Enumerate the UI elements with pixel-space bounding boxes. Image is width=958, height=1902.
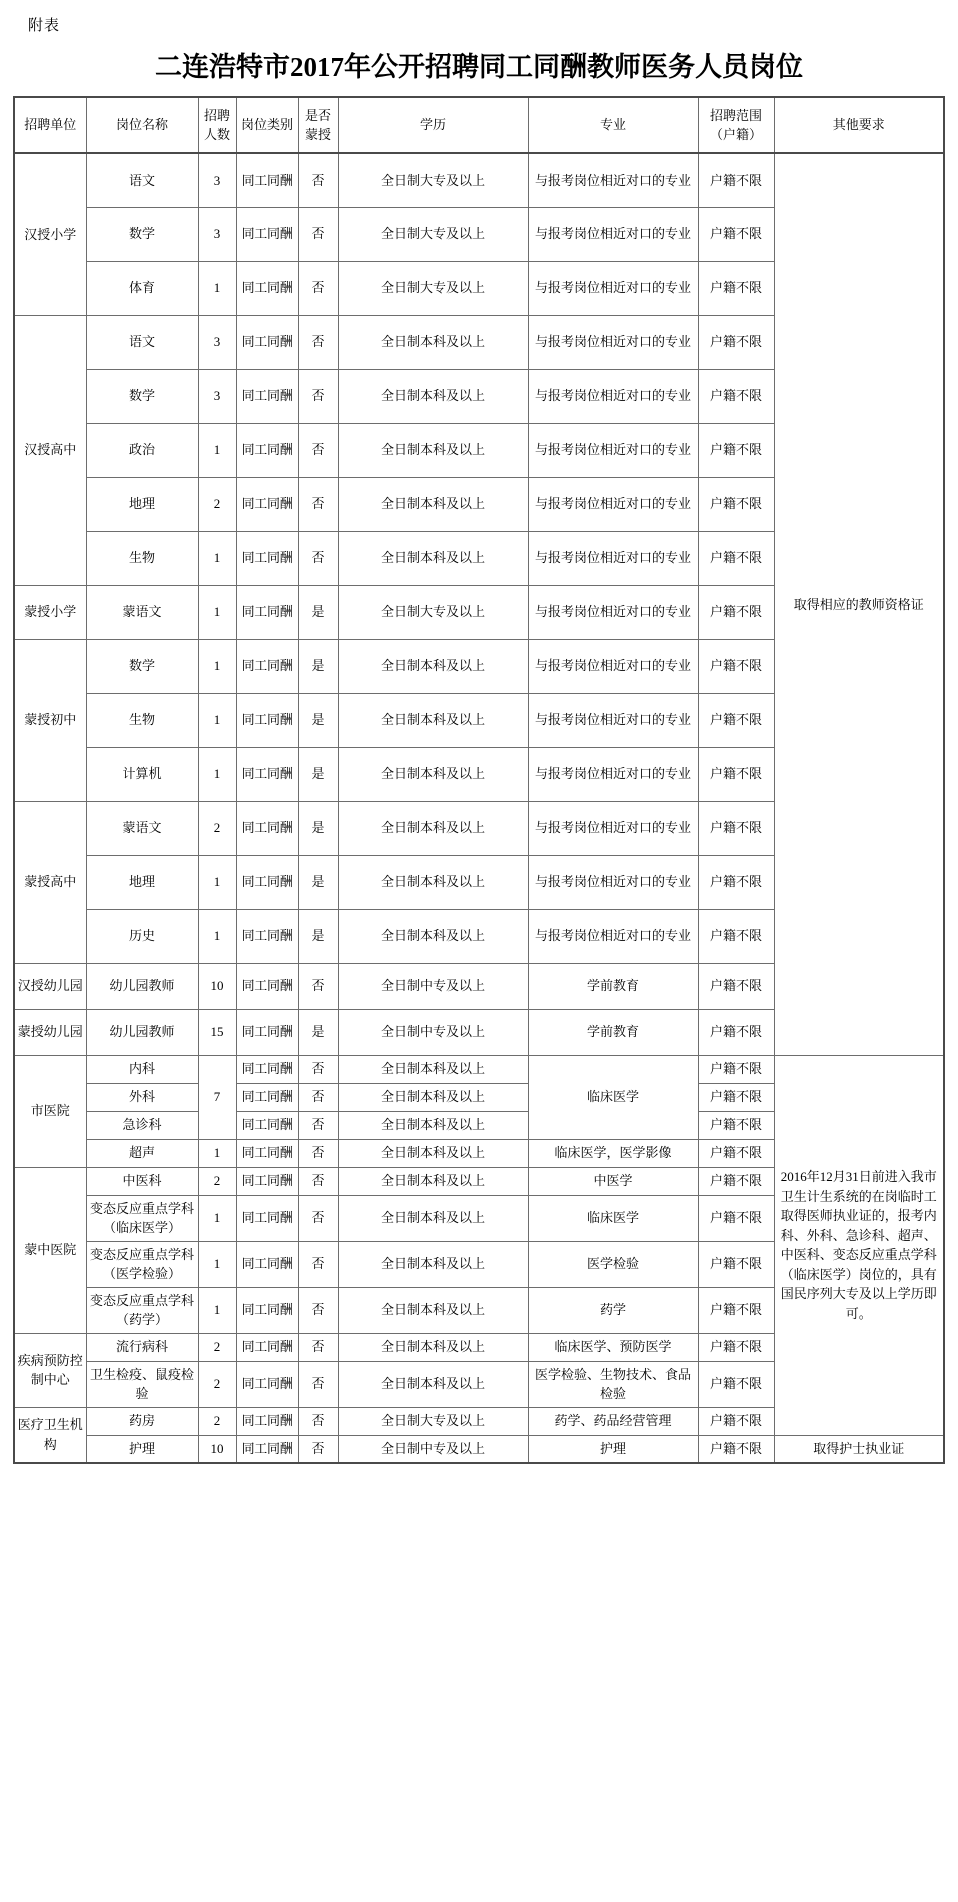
post-education: 全日制本科及以上 — [338, 423, 528, 477]
post-scope: 户籍不限 — [698, 1009, 774, 1055]
post-category: 同工同酬 — [236, 153, 298, 207]
post-education: 全日制本科及以上 — [338, 1055, 528, 1083]
post-number: 1 — [198, 693, 236, 747]
post-scope: 户籍不限 — [698, 963, 774, 1009]
unit-medical-institution: 医疗卫生机构 — [14, 1407, 86, 1463]
post-mengshou: 否 — [298, 315, 338, 369]
post-scope: 户籍不限 — [698, 315, 774, 369]
post-name: 数学 — [86, 369, 198, 423]
post-category: 同工同酬 — [236, 477, 298, 531]
post-name: 蒙语文 — [86, 801, 198, 855]
post-major: 临床医学 — [528, 1055, 698, 1139]
post-category: 同工同酬 — [236, 1287, 298, 1333]
post-education: 全日制中专及以上 — [338, 1435, 528, 1463]
post-mengshou: 否 — [298, 423, 338, 477]
post-number: 3 — [198, 315, 236, 369]
post-number: 1 — [198, 585, 236, 639]
post-name: 护理 — [86, 1435, 198, 1463]
post-name: 幼儿园教师 — [86, 963, 198, 1009]
post-name: 急诊科 — [86, 1111, 198, 1139]
post-scope: 户籍不限 — [698, 855, 774, 909]
post-category: 同工同酬 — [236, 855, 298, 909]
post-scope: 户籍不限 — [698, 1333, 774, 1361]
post-category: 同工同酬 — [236, 801, 298, 855]
post-education: 全日制本科及以上 — [338, 1083, 528, 1111]
post-scope: 户籍不限 — [698, 423, 774, 477]
post-name: 变态反应重点学科（药学） — [86, 1287, 198, 1333]
post-major: 与报考岗位相近对口的专业 — [528, 477, 698, 531]
post-number: 10 — [198, 1435, 236, 1463]
post-category: 同工同酬 — [236, 1139, 298, 1167]
post-number: 3 — [198, 153, 236, 207]
unit-city-hospital: 市医院 — [14, 1055, 86, 1167]
unit-han-primary: 汉授小学 — [14, 153, 86, 315]
post-name: 地理 — [86, 477, 198, 531]
post-name: 地理 — [86, 855, 198, 909]
post-education: 全日制本科及以上 — [338, 801, 528, 855]
post-education: 全日制中专及以上 — [338, 963, 528, 1009]
post-mengshou: 是 — [298, 585, 338, 639]
post-major: 与报考岗位相近对口的专业 — [528, 153, 698, 207]
post-mengshou: 是 — [298, 855, 338, 909]
post-mengshou: 否 — [298, 207, 338, 261]
post-education: 全日制本科及以上 — [338, 855, 528, 909]
post-name: 中医科 — [86, 1167, 198, 1195]
post-name: 超声 — [86, 1139, 198, 1167]
table-row — [14, 1435, 944, 1463]
post-education: 全日制本科及以上 — [338, 1333, 528, 1361]
post-name: 药房 — [86, 1407, 198, 1435]
post-major: 与报考岗位相近对口的专业 — [528, 909, 698, 963]
post-major: 与报考岗位相近对口的专业 — [528, 423, 698, 477]
post-number: 1 — [198, 1287, 236, 1333]
post-mengshou: 是 — [298, 1009, 338, 1055]
post-major: 医学检验 — [528, 1241, 698, 1287]
post-mengshou: 否 — [298, 1055, 338, 1083]
recruitment-positions-table — [13, 96, 945, 1464]
post-education: 全日制本科及以上 — [338, 1195, 528, 1241]
post-category: 同工同酬 — [236, 963, 298, 1009]
post-education: 全日制本科及以上 — [338, 1139, 528, 1167]
post-major: 学前教育 — [528, 963, 698, 1009]
post-major: 药学 — [528, 1287, 698, 1333]
post-education: 全日制本科及以上 — [338, 747, 528, 801]
post-major: 与报考岗位相近对口的专业 — [528, 315, 698, 369]
post-mengshou: 否 — [298, 369, 338, 423]
post-mengshou: 否 — [298, 1361, 338, 1407]
post-education: 全日制本科及以上 — [338, 1241, 528, 1287]
post-number: 1 — [198, 1241, 236, 1287]
post-category: 同工同酬 — [236, 531, 298, 585]
header-education: 学历 — [338, 97, 528, 153]
table-row — [14, 153, 944, 207]
post-category: 同工同酬 — [236, 1009, 298, 1055]
post-category: 同工同酬 — [236, 1333, 298, 1361]
post-education: 全日制本科及以上 — [338, 477, 528, 531]
post-major: 与报考岗位相近对口的专业 — [528, 369, 698, 423]
post-number: 1 — [198, 855, 236, 909]
post-scope: 户籍不限 — [698, 1287, 774, 1333]
post-name: 政治 — [86, 423, 198, 477]
post-category: 同工同酬 — [236, 207, 298, 261]
post-major: 与报考岗位相近对口的专业 — [528, 855, 698, 909]
header-scope: 招聘范围（户籍） — [698, 97, 774, 153]
post-name: 幼儿园教师 — [86, 1009, 198, 1055]
post-name: 变态反应重点学科（医学检验） — [86, 1241, 198, 1287]
post-mengshou: 否 — [298, 261, 338, 315]
other-requirement-medical: 2016年12月31日前进入我市卫生计生系统的在岗临时工取得医师执业证的，报考内科、外科、急诊科、超声、中医科、变态反应重点学科（临床医学）岗位的，具有国民序列大专及以上学历即可。 — [774, 1055, 944, 1435]
post-category: 同工同酬 — [236, 639, 298, 693]
post-name: 历史 — [86, 909, 198, 963]
post-category: 同工同酬 — [236, 1435, 298, 1463]
post-mengshou: 是 — [298, 693, 338, 747]
post-name: 数学 — [86, 639, 198, 693]
table-header-row — [14, 97, 944, 153]
unit-meng-high: 蒙授高中 — [14, 801, 86, 963]
post-name: 计算机 — [86, 747, 198, 801]
post-scope: 户籍不限 — [698, 693, 774, 747]
post-major: 与报考岗位相近对口的专业 — [528, 261, 698, 315]
post-scope: 户籍不限 — [698, 1167, 774, 1195]
post-education: 全日制本科及以上 — [338, 1167, 528, 1195]
post-mengshou: 是 — [298, 639, 338, 693]
post-scope: 户籍不限 — [698, 1241, 774, 1287]
post-major: 与报考岗位相近对口的专业 — [528, 801, 698, 855]
post-scope: 户籍不限 — [698, 1407, 774, 1435]
header-other: 其他要求 — [774, 97, 944, 153]
post-mengshou: 是 — [298, 909, 338, 963]
post-education: 全日制大专及以上 — [338, 207, 528, 261]
unit-meng-kindergarten: 蒙授幼儿园 — [14, 1009, 86, 1055]
post-name: 内科 — [86, 1055, 198, 1083]
post-name: 外科 — [86, 1083, 198, 1111]
post-category: 同工同酬 — [236, 1083, 298, 1111]
post-education: 全日制大专及以上 — [338, 1407, 528, 1435]
post-category: 同工同酬 — [236, 693, 298, 747]
post-mengshou: 否 — [298, 1111, 338, 1139]
post-major: 与报考岗位相近对口的专业 — [528, 747, 698, 801]
post-education: 全日制大专及以上 — [338, 585, 528, 639]
post-scope: 户籍不限 — [698, 909, 774, 963]
post-mengshou: 否 — [298, 1195, 338, 1241]
post-number: 15 — [198, 1009, 236, 1055]
post-education: 全日制中专及以上 — [338, 1009, 528, 1055]
post-major: 与报考岗位相近对口的专业 — [528, 207, 698, 261]
header-unit: 招聘单位 — [14, 97, 86, 153]
post-mengshou: 否 — [298, 1083, 338, 1111]
post-education: 全日制本科及以上 — [338, 531, 528, 585]
other-requirement-nurse: 取得护士执业证 — [774, 1435, 944, 1463]
post-scope: 户籍不限 — [698, 747, 774, 801]
post-mengshou: 否 — [298, 477, 338, 531]
post-education: 全日制本科及以上 — [338, 693, 528, 747]
post-number: 2 — [198, 1167, 236, 1195]
post-category: 同工同酬 — [236, 315, 298, 369]
post-major: 与报考岗位相近对口的专业 — [528, 693, 698, 747]
post-name: 体育 — [86, 261, 198, 315]
post-category: 同工同酬 — [236, 747, 298, 801]
post-major: 临床医学 — [528, 1195, 698, 1241]
post-major: 护理 — [528, 1435, 698, 1463]
post-scope: 户籍不限 — [698, 639, 774, 693]
unit-meng-middle: 蒙授初中 — [14, 639, 86, 801]
post-name: 生物 — [86, 693, 198, 747]
post-mengshou: 否 — [298, 1407, 338, 1435]
post-name: 卫生检疫、鼠疫检验 — [86, 1361, 198, 1407]
post-mengshou: 否 — [298, 1287, 338, 1333]
post-number: 1 — [198, 1195, 236, 1241]
post-scope: 户籍不限 — [698, 801, 774, 855]
post-mengshou: 否 — [298, 1333, 338, 1361]
post-scope: 户籍不限 — [698, 369, 774, 423]
post-scope: 户籍不限 — [698, 1111, 774, 1139]
post-major: 临床医学、预防医学 — [528, 1333, 698, 1361]
post-number: 7 — [198, 1055, 236, 1139]
post-number: 2 — [198, 1407, 236, 1435]
header-category: 岗位类别 — [236, 97, 298, 153]
post-scope: 户籍不限 — [698, 1435, 774, 1463]
post-number: 3 — [198, 369, 236, 423]
post-category: 同工同酬 — [236, 1055, 298, 1083]
post-education: 全日制大专及以上 — [338, 153, 528, 207]
post-number: 1 — [198, 261, 236, 315]
post-scope: 户籍不限 — [698, 1195, 774, 1241]
post-category: 同工同酬 — [236, 1241, 298, 1287]
other-requirement-teacher: 取得相应的教师资格证 — [774, 153, 944, 1055]
post-name: 语文 — [86, 153, 198, 207]
post-number: 1 — [198, 423, 236, 477]
post-category: 同工同酬 — [236, 423, 298, 477]
post-education: 全日制本科及以上 — [338, 639, 528, 693]
post-number: 10 — [198, 963, 236, 1009]
post-mengshou: 是 — [298, 747, 338, 801]
unit-meng-tcm-hospital: 蒙中医院 — [14, 1167, 86, 1333]
post-scope: 户籍不限 — [698, 1055, 774, 1083]
post-mengshou: 是 — [298, 801, 338, 855]
post-major: 药学、药品经营管理 — [528, 1407, 698, 1435]
post-scope: 户籍不限 — [698, 261, 774, 315]
post-number: 1 — [198, 747, 236, 801]
post-category: 同工同酬 — [236, 1361, 298, 1407]
unit-meng-primary: 蒙授小学 — [14, 585, 86, 639]
post-major: 临床医学，医学影像 — [528, 1139, 698, 1167]
post-mengshou: 否 — [298, 153, 338, 207]
attachment-label: 附表 — [28, 17, 61, 34]
post-number: 2 — [198, 801, 236, 855]
post-education: 全日制本科及以上 — [338, 1111, 528, 1139]
unit-han-kindergarten: 汉授幼儿园 — [14, 963, 86, 1009]
post-major: 中医学 — [528, 1167, 698, 1195]
post-category: 同工同酬 — [236, 1195, 298, 1241]
page-title: 二连浩特市2017年公开招聘同工同酬教师医务人员岗位 — [155, 52, 803, 82]
post-mengshou: 否 — [298, 531, 338, 585]
post-scope: 户籍不限 — [698, 1139, 774, 1167]
post-education: 全日制本科及以上 — [338, 369, 528, 423]
post-major: 学前教育 — [528, 1009, 698, 1055]
post-education: 全日制本科及以上 — [338, 909, 528, 963]
post-major: 与报考岗位相近对口的专业 — [528, 585, 698, 639]
post-name: 蒙语文 — [86, 585, 198, 639]
post-scope: 户籍不限 — [698, 1083, 774, 1111]
post-name: 生物 — [86, 531, 198, 585]
post-number: 2 — [198, 1361, 236, 1407]
post-number: 1 — [198, 909, 236, 963]
post-category: 同工同酬 — [236, 1111, 298, 1139]
post-category: 同工同酬 — [236, 909, 298, 963]
header-post: 岗位名称 — [86, 97, 198, 153]
post-name: 变态反应重点学科（临床医学） — [86, 1195, 198, 1241]
post-number: 2 — [198, 477, 236, 531]
post-category: 同工同酬 — [236, 1407, 298, 1435]
post-category: 同工同酬 — [236, 585, 298, 639]
post-mengshou: 否 — [298, 1435, 338, 1463]
post-number: 1 — [198, 1139, 236, 1167]
post-number: 1 — [198, 639, 236, 693]
post-major: 与报考岗位相近对口的专业 — [528, 531, 698, 585]
header-major: 专业 — [528, 97, 698, 153]
post-education: 全日制本科及以上 — [338, 1361, 528, 1407]
post-number: 3 — [198, 207, 236, 261]
post-number: 1 — [198, 531, 236, 585]
recruitment-announcement-page — [0, 14, 958, 1902]
post-major: 与报考岗位相近对口的专业 — [528, 639, 698, 693]
post-mengshou: 否 — [298, 1167, 338, 1195]
post-number: 2 — [198, 1333, 236, 1361]
post-name: 语文 — [86, 315, 198, 369]
table-row — [14, 1055, 944, 1083]
post-education: 全日制本科及以上 — [338, 1287, 528, 1333]
header-number: 招聘人数 — [198, 97, 236, 153]
post-scope: 户籍不限 — [698, 585, 774, 639]
post-category: 同工同酬 — [236, 261, 298, 315]
post-scope: 户籍不限 — [698, 207, 774, 261]
unit-han-high: 汉授高中 — [14, 315, 86, 585]
post-education: 全日制大专及以上 — [338, 261, 528, 315]
post-scope: 户籍不限 — [698, 153, 774, 207]
unit-cdc: 疾病预防控制中心 — [14, 1333, 86, 1407]
header-mengshou: 是否蒙授 — [298, 97, 338, 153]
post-scope: 户籍不限 — [698, 1361, 774, 1407]
post-education: 全日制本科及以上 — [338, 315, 528, 369]
post-mengshou: 否 — [298, 963, 338, 1009]
post-category: 同工同酬 — [236, 1167, 298, 1195]
post-name: 流行病科 — [86, 1333, 198, 1361]
post-mengshou: 否 — [298, 1139, 338, 1167]
post-category: 同工同酬 — [236, 369, 298, 423]
post-mengshou: 否 — [298, 1241, 338, 1287]
post-scope: 户籍不限 — [698, 477, 774, 531]
post-name: 数学 — [86, 207, 198, 261]
post-major: 医学检验、生物技术、食品检验 — [528, 1361, 698, 1407]
post-scope: 户籍不限 — [698, 531, 774, 585]
